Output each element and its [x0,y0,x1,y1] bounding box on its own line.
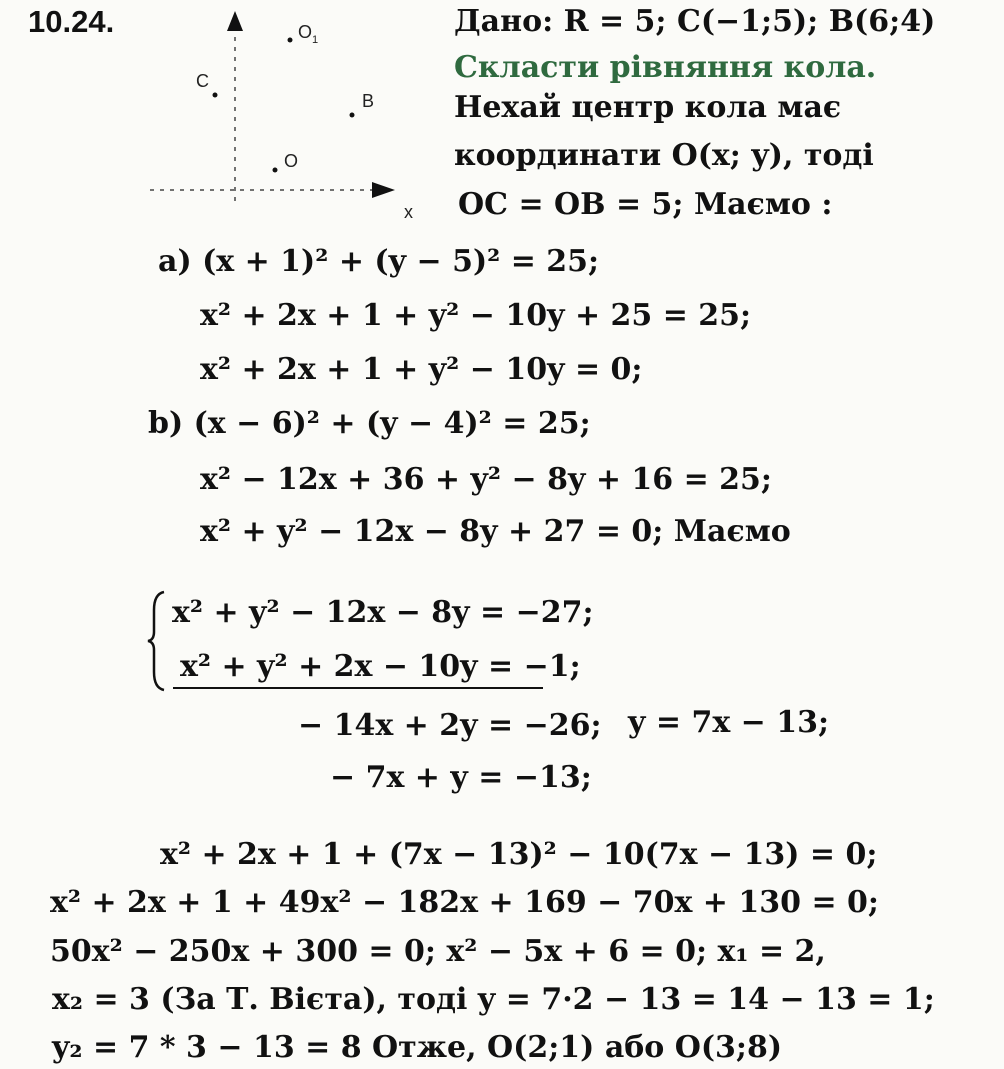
x-axis-arrow-icon [372,182,395,198]
y-axis-arrow-icon [227,11,243,31]
point-b [350,113,355,118]
solution-line-2: x² + 2x + 1 + 49x² − 182x + 169 − 70x + 130 = 0; [50,885,879,920]
let-line: Нехай центр кола має [454,90,842,125]
part-a-eq2: x² + 2x + 1 + y² − 10y + 25 = 25; [200,298,752,333]
label-o1-sub: 1 [312,34,319,46]
system-brace [146,590,168,692]
part-b-eq2: x² − 12x + 36 + y² − 8y + 16 = 25; [200,462,773,497]
system-row2: x² + y² + 2x − 10y = −1; [180,649,581,684]
point-c [213,93,218,98]
problem-number: 10.24. [28,4,115,39]
part-a-eq3: x² + 2x + 1 + y² − 10y = 0; [200,352,643,387]
part-a-eq1: a) (x + 1)² + (y − 5)² = 25; [158,244,600,279]
solution-line-3: 50x² − 250x + 300 = 0; x² − 5x + 6 = 0; x₁ = 2, [50,934,826,969]
subtraction-rule [173,687,543,689]
solution-line-5: y₂ = 7 * 3 − 13 = 8 Отже, O(2;1) або O(3;8) [52,1030,783,1065]
point-o1 [288,38,293,43]
given-line: Дано: R = 5; C(−1;5); B(6;4) [454,4,936,39]
label-o: O [284,151,299,171]
solution-line-4: x₂ = 3 (За Т. Вієта), тоді y = 7·2 − 13 = 14 − 13 = 1; [52,982,935,1017]
label-x-axis: x [404,202,413,222]
system-simplified: − 7x + y = −13; [330,760,592,795]
part-b-eq3: x² + y² − 12x − 8y + 27 = 0; Маємо [200,514,791,549]
label-o1: O [298,22,313,42]
coords-line: координати O(x; y), тоді [454,138,874,173]
system-difference: − 14x + 2y = −26; [298,708,602,743]
point-o [273,168,278,173]
y-expression: y = 7x − 13; [628,705,830,740]
distance-line: OC = OB = 5; Маємо : [458,187,833,222]
system-row1: x² + y² − 12x − 8y = −27; [172,595,594,630]
solution-line-1: x² + 2x + 1 + (7x − 13)² − 10(7x − 13) = 0; [160,837,878,872]
part-b-eq1: b) (x − 6)² + (y − 4)² = 25; [148,406,591,441]
task-line: Скласти рівняння кола. [454,50,877,85]
label-c: C [196,71,209,91]
label-b: B [362,91,375,111]
coordinate-sketch [140,5,430,230]
